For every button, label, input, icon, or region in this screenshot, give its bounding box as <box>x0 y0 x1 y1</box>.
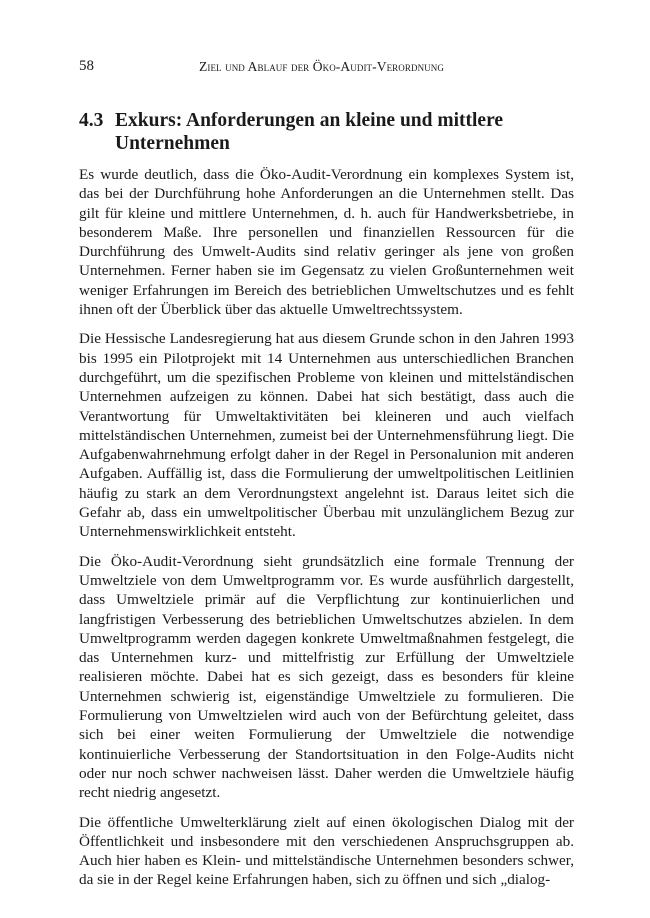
section-number: 4.3 <box>79 110 104 131</box>
page-number: 58 <box>79 58 94 74</box>
paragraph: Die öffentliche Umwelterklärung zielt auf einen ökologischen Dialog mit der Öffentlichkeit und insbesondere mit den verschiedenen Anspruchsgruppen ab. Auch hier haben es Klein- und mittelständische Unternehmen besonders schwer, da sie in der Regel keine Erfahrungen haben, sich zu öffnen und sich „dialog- <box>79 813 574 889</box>
paragraph: Es wurde deutlich, dass die Öko-Audit-Verordnung ein komplexes System ist, das bei der Durchführung hohe Anforderungen an die Unternehmen stellt. Das gilt für kleine und mittlere Unternehmen, d. h. auch für Handwerksbetriebe, in besonderem Maße. Ihre personellen und finanziellen Ressourcen für die Durchführung des Umwelt-Audits sind relativ geringer als jene von großen Unternehmen. Ferner haben sie im Gegensatz zu vielen Großunternehmen weit weniger Erfahrungen im Bereich des betrieblichen Umweltschutzes und es fehlt ihnen oft der Überblick über das aktuelle Umweltrechtssystem. <box>79 166 574 319</box>
paragraph: Die Hessische Landesregierung hat aus diesem Grunde schon in den Jahren 1993 bis 1995 ein Pilotprojekt mit 14 Unternehmen aus unterschiedlichen Branchen durchgeführt, um die spezifischen Probleme von kleinen und mittelständischen Unternehmen aufzeigen zu können. Dabei hat sich bestätigt, dass auch die Verantwortung für Umweltaktivitäten bei kleineren und auch vielfach mittelständischen Unternehmen, zumeist bei der Unternehmensführung liegt. Die Aufgabenwahrnehmung erfolgt daher in der Regel in Personalunion mit anderen Aufgaben. Auffällig ist, dass die Formulierung der umweltpolitischen Leitlinien häufig zu stark an dem Verordnungstext angelehnt ist. Daraus leitet sich die Gefahr ab, dass ein umweltpolitischer Überbau mit unzulänglichem Bezug zur Unternehmenswirklichkeit entsteht. <box>79 330 574 541</box>
section-title: Exkurs: Anforderungen an kleine und mittlere Unternehmen <box>115 110 504 154</box>
body-text <box>79 165 574 900</box>
paragraph: Die Öko-Audit-Verordnung sieht grundsätzlich eine formale Trennung der Umweltziele von dem Umweltprogramm vor. Es wurde ausführlich dargestellt, dass Umweltziele primär auf die Verpflichtung zur kontinuierlichen und langfristigen Verbesserung des betrieblichen Umweltschutzes abzielen. In dem Umweltprogramm werden dagegen konkrete Umweltmaßnahmen festgelegt, die das Unternehmen kurz- und mittelfristig zur Erfüllung der Umweltziele realisieren möchte. Dabei hat es sich gezeigt, dass es besonders für kleine Unternehmen schwierig ist, eigenständige Umweltziele zu formulieren. Die Formulierung von Umweltzielen wird auch von der Befürchtung geleitet, dass sich bei einer weiten Formulierung der Umweltziele die notwendige kontinuierliche Verbesserung der Standortsituation in den Folge-Audits nicht oder nur noch schwer nachweisen lässt. Daher werden die Umweltziele häufig recht niedrig angesetzt. <box>79 552 574 802</box>
running-title: Ziel und Ablauf der Öko-Audit-Verordnung <box>199 59 444 74</box>
running-header <box>79 58 574 78</box>
